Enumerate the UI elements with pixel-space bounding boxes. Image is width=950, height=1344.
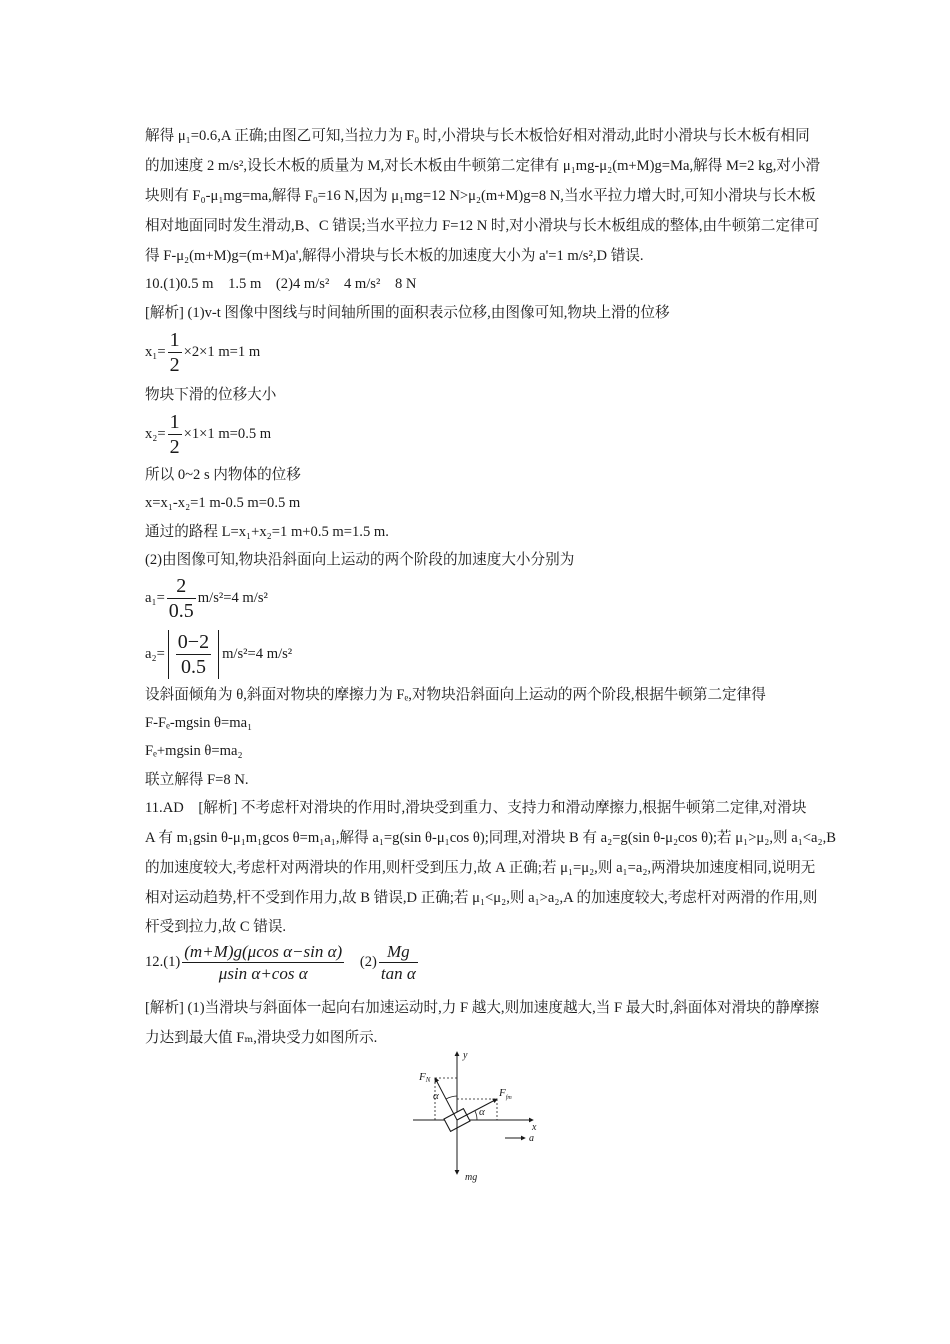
ans12-fraction-1 — [182, 943, 344, 982]
eq-a2-lhs: a₂= — [145, 645, 165, 662]
equation-x: x=x₁-x₂=1 m-0.5 m=0.5 m — [145, 495, 301, 511]
friction-force-label: $F_{fm}$ — [499, 1087, 512, 1101]
ans12-num1: (m+M)g(μcos α−sin α) — [184, 942, 343, 961]
x-axis-label: x — [532, 1122, 537, 1133]
angle-arc-2 — [475, 1111, 477, 1120]
equation-a2 — [145, 630, 292, 679]
text-line-4: 相对地面同时发生滑动,B、C 错误;当水平拉力 F=12 N 时,对小滑块与长木板组成的整体,由牛顿第二定律可 — [145, 218, 820, 234]
eq-x1-den: 2 — [169, 354, 180, 376]
text-line-11-4: 相对运动趋势,杆不受到作用力,故 B 错误,D 正确;若 μ₁<μ₂,则 a₁>a₂,A 的加速度较大,考虑杆对两滑的作用,则 — [145, 890, 818, 906]
eq-x1-rhs: ×2×1 m=1 m — [183, 343, 261, 360]
eq-a2-fraction — [176, 632, 211, 677]
analysis-10-intro: [解析] (1)v-t 图像中图线与时间轴所围的面积表示位移,由图像可知,物块上滑的位移 — [145, 305, 670, 321]
acceleration-label: a — [529, 1133, 534, 1144]
text-line-displacement: 所以 0~2 s 内物体的位移 — [145, 467, 301, 483]
equation-x1 — [145, 330, 260, 375]
ans12-fraction-2 — [379, 943, 418, 982]
alpha-label-1: α — [433, 1090, 439, 1102]
equation-a1 — [145, 576, 268, 621]
eq-a1-fraction — [167, 576, 196, 621]
text-line-1: 解得 μ₁=0.6,A 正确;由图乙可知,当拉力为 F₀ 时,小滑块与长木板恰好相对滑动,此时小滑块与长木板有相同 — [145, 128, 810, 144]
text-line-2: 的加速度 2 m/s²,设长木板的质量为 M,对长木板由牛顿第二定律有 μ₁mg-μ₂(m+M)g=Ma,解得 M=2 kg,对小滑 — [145, 158, 821, 174]
force-diagram — [405, 1048, 545, 1183]
eq-a2-absolute — [168, 630, 219, 679]
eq-x2-lhs: x₂= — [145, 425, 166, 442]
equation-newton-1: F-Fₑ-mgsin θ=ma₁ — [145, 715, 253, 731]
ans12-part1-label: 12.(1) — [145, 953, 181, 970]
eq-a1-rhs: m/s²=4 m/s² — [197, 589, 268, 606]
equation-newton-2: Fₑ+mgsin θ=ma₂ — [145, 743, 243, 759]
normal-force-label: FN — [419, 1071, 431, 1084]
text-line-slide-down: 物块下滑的位移大小 — [145, 387, 277, 403]
analysis-12-2: 力达到最大值 Fₘ,滑块受力如图所示. — [145, 1030, 378, 1046]
answer-12 — [145, 943, 420, 982]
eq-a1-den: 0.5 — [168, 600, 194, 622]
eq-a2-den: 0.5 — [180, 656, 206, 678]
text-line-11-3: 的加速度较大,考虑杆对两滑块的作用,则杆受到压力,故 A 正确;若 μ₁=μ₂,则 a₁=a₂,两滑块加速度相同,说明无 — [145, 860, 816, 876]
eq-a2-rhs: m/s²=4 m/s² — [222, 645, 293, 662]
equation-path: 通过的路程 L=x₁+x₂=1 m+0.5 m=1.5 m. — [145, 524, 389, 540]
eq-x2-num: 1 — [169, 411, 180, 433]
equation-x2 — [145, 412, 271, 457]
text-line-5: 得 F-μ₂(m+M)g=(m+M)a',解得小滑块与长木板的加速度大小为 a'=1 m/s²,D 错误. — [145, 248, 644, 264]
ans12-den1: μsin α+cos α — [218, 964, 308, 983]
text-line-3: 块则有 F₀-μ₁mg=ma,解得 F₀=16 N,因为 μ₁mg=12 N>μ₂(m+M)g=8 N,当水平拉力增大时,可知小滑块与长木板 — [145, 188, 816, 204]
answer-10: 10.(1)0.5 m 1.5 m (2)4 m/s² 4 m/s² 8 N — [145, 276, 417, 292]
eq-a2-num: 0−2 — [177, 631, 210, 653]
eq-a1-num: 2 — [167, 576, 196, 599]
analysis-12-1: [解析] (1)当滑块与斜面体一起向右加速运动时,力 F 越大,则加速度越大,当 F 最大时,斜面体对滑块的静摩擦 — [145, 1000, 820, 1016]
y-axis-label: y — [463, 1050, 468, 1061]
eq-x2-den: 2 — [169, 436, 180, 458]
ans12-part2-label: (2) — [359, 953, 377, 970]
eq-x1-fraction — [168, 330, 182, 375]
answer-11: 11.AD [解析] 不考虑杆对滑块的作用时,滑块受到重力、支持力和滑动摩擦力,根据牛顿第二定律,对滑块 — [145, 800, 807, 816]
equation-result: 联立解得 F=8 N. — [145, 772, 249, 788]
eq-x2-rhs: ×1×1 m=0.5 m — [183, 425, 272, 442]
eq-x2-fraction — [168, 412, 182, 457]
eq-x1-lhs: x₁= — [145, 343, 166, 360]
ans12-num2: Mg — [379, 943, 418, 963]
text-line-incline: 设斜面倾角为 θ,斜面对物块的摩擦力为 Fₑ,对物块沿斜面向上运动的两个阶段,根据牛顿第二定律得 — [145, 687, 766, 703]
eq-x1-num: 1 — [169, 329, 180, 351]
ans12-den2: tan α — [380, 964, 416, 983]
angle-arc-1 — [446, 1096, 457, 1099]
eq-a1-lhs: a₁= — [145, 589, 165, 606]
gravity-label: mg — [465, 1172, 478, 1183]
text-line-11-5: 杆受到拉力,故 C 错误. — [145, 919, 287, 935]
text-line-11-2: A 有 m₁gsin θ-μ₁m₁gcos θ=m₁a₁,解得 a₁=g(sin θ-μ₁cos θ);同理,对滑块 B 有 a₂=g(sin θ-μ₂cos θ);若 μ₁>μ₂,则 a₁<a₂,B — [145, 830, 836, 846]
analysis-10-part2: (2)由图像可知,物块沿斜面向上运动的两个阶段的加速度大小分别为 — [145, 552, 575, 568]
alpha-label-2: α — [479, 1106, 485, 1118]
